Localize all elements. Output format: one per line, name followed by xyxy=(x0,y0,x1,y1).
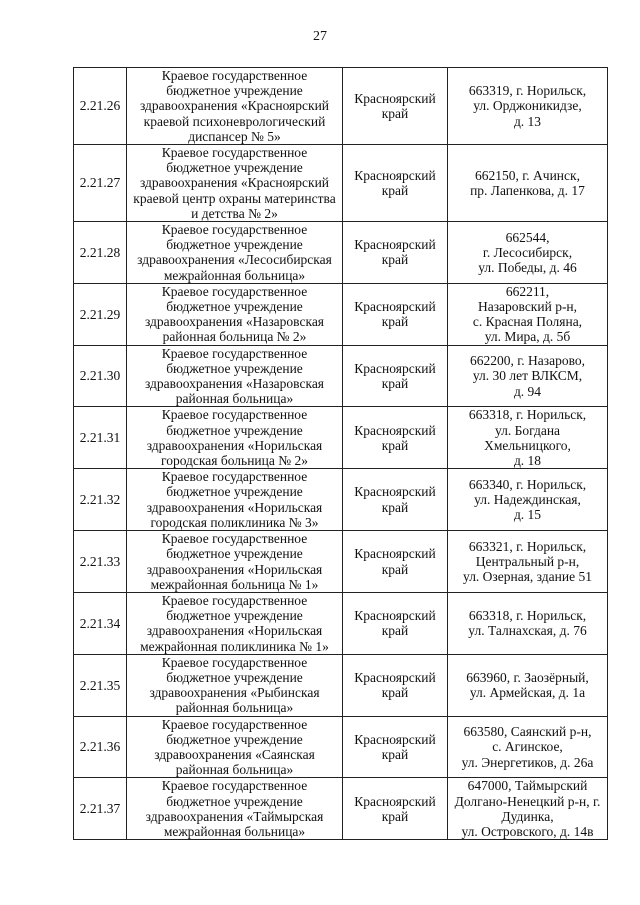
institution-name: Краевое государственное бюджетное учреждение здравоохранения «Норильская городская поликлиника № 3» xyxy=(127,469,343,531)
address: 662200, г. Назарово, ул. 30 лет ВЛКСМ, д. 94 xyxy=(448,345,608,407)
row-code: 2.21.36 xyxy=(74,716,127,778)
region: Красноярский край xyxy=(343,531,448,593)
institution-name: Краевое государственное бюджетное учреждение здравоохранения «Саянская районная больница» xyxy=(127,716,343,778)
region: Красноярский край xyxy=(343,716,448,778)
institution-name: Краевое государственное бюджетное учреждение здравоохранения «Таймырская межрайонная больница» xyxy=(127,778,343,840)
region: Красноярский край xyxy=(343,654,448,716)
row-code: 2.21.29 xyxy=(74,283,127,345)
table-row xyxy=(74,592,608,654)
table-row xyxy=(74,531,608,593)
table-row xyxy=(74,145,608,222)
row-code: 2.21.28 xyxy=(74,222,127,284)
institution-name: Краевое государственное бюджетное учреждение здравоохранения «Норильская городская больница № 2» xyxy=(127,407,343,469)
address: 663340, г. Норильск, ул. Надеждинская, д. 15 xyxy=(448,469,608,531)
address: 663318, г. Норильск, ул. Талнахская, д. 76 xyxy=(448,592,608,654)
page-number: 27 xyxy=(313,29,327,44)
region: Красноярский край xyxy=(343,469,448,531)
institution-name: Краевое государственное бюджетное учреждение здравоохранения «Норильская межрайонная поликлиника № 1» xyxy=(127,592,343,654)
row-code: 2.21.35 xyxy=(74,654,127,716)
region: Красноярский край xyxy=(343,778,448,840)
table-row xyxy=(74,469,608,531)
address: 663580, Саянский р-н, с. Агинское, ул. Энергетиков, д. 26а xyxy=(448,716,608,778)
row-code: 2.21.32 xyxy=(74,469,127,531)
institution-name: Краевое государственное бюджетное учреждение здравоохранения «Рыбинская районная больница» xyxy=(127,654,343,716)
region: Красноярский край xyxy=(343,407,448,469)
institution-name: Краевое государственное бюджетное учреждение здравоохранения «Норильская межрайонная больница № 1» xyxy=(127,531,343,593)
table-row xyxy=(74,716,608,778)
region: Красноярский край xyxy=(343,345,448,407)
region: Красноярский край xyxy=(343,283,448,345)
institution-name: Краевое государственное бюджетное учреждение здравоохранения «Лесосибирская межрайонная больница» xyxy=(127,222,343,284)
address: 662544, г. Лесосибирск, ул. Победы, д. 46 xyxy=(448,222,608,284)
registry-table xyxy=(73,67,608,840)
region: Красноярский край xyxy=(343,592,448,654)
table-row xyxy=(74,407,608,469)
region: Красноярский край xyxy=(343,145,448,222)
institution-name: Краевое государственное бюджетное учреждение здравоохранения «Назаровская районная больница № 2» xyxy=(127,283,343,345)
row-code: 2.21.26 xyxy=(74,68,127,145)
table-row xyxy=(74,222,608,284)
table-row xyxy=(74,654,608,716)
region: Красноярский край xyxy=(343,222,448,284)
row-code: 2.21.30 xyxy=(74,345,127,407)
address: 662150, г. Ачинск, пр. Лапенкова, д. 17 xyxy=(448,145,608,222)
row-code: 2.21.33 xyxy=(74,531,127,593)
address: 663321, г. Норильск, Центральный р-н, ул. Озерная, здание 51 xyxy=(448,531,608,593)
row-code: 2.21.31 xyxy=(74,407,127,469)
region: Красноярский край xyxy=(343,68,448,145)
row-code: 2.21.37 xyxy=(74,778,127,840)
table-row xyxy=(74,68,608,145)
institution-name: Краевое государственное бюджетное учреждение здравоохранения «Красноярский краевой центр охраны материнства и детства № 2» xyxy=(127,145,343,222)
address: 663319, г. Норильск, ул. Орджоникидзе, д. 13 xyxy=(448,68,608,145)
table-row xyxy=(74,283,608,345)
table-row xyxy=(74,345,608,407)
institution-name: Краевое государственное бюджетное учреждение здравоохранения «Красноярский краевой психоневрологический диспансер № 5» xyxy=(127,68,343,145)
row-code: 2.21.34 xyxy=(74,592,127,654)
table-row xyxy=(74,778,608,840)
row-code: 2.21.27 xyxy=(74,145,127,222)
address: 662211, Назаровский р-н, с. Красная Поляна, ул. Мира, д. 5б xyxy=(448,283,608,345)
address: 647000, Таймырский Долгано-Ненецкий р-н, г. Дудинка, ул. Островского, д. 14в xyxy=(448,778,608,840)
address: 663960, г. Заозёрный, ул. Армейская, д. 1а xyxy=(448,654,608,716)
institution-name: Краевое государственное бюджетное учреждение здравоохранения «Назаровская районная больница» xyxy=(127,345,343,407)
address: 663318, г. Норильск, ул. Богдана Хмельницкого, д. 18 xyxy=(448,407,608,469)
